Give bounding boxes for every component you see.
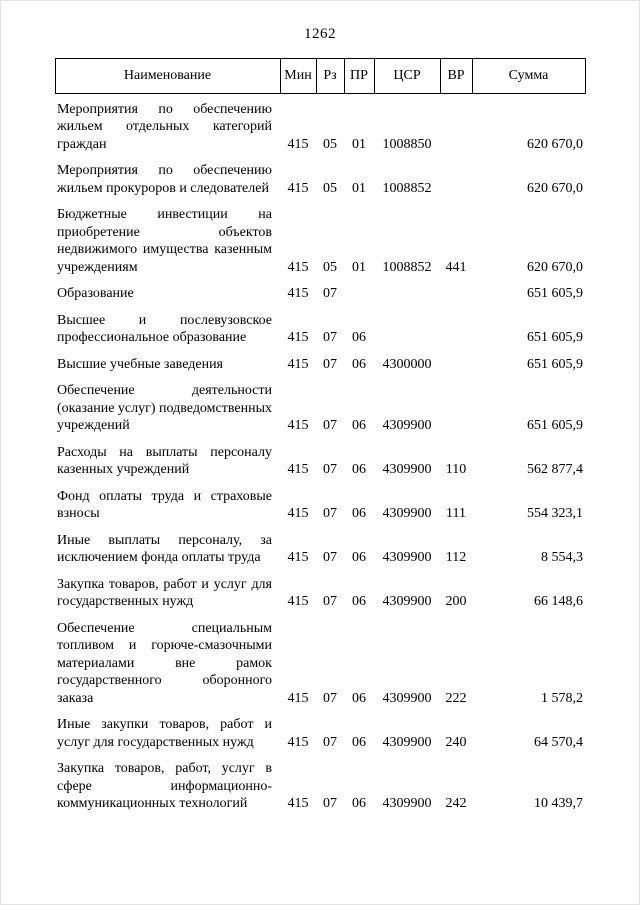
cell-min: 415 (287, 594, 309, 609)
table-row (55, 569, 585, 613)
column-header-sum: Сумма (472, 59, 585, 94)
cell-sum: 651 605,9 (527, 356, 583, 372)
cell-sum: 64 570,4 (534, 734, 583, 750)
table-row (55, 375, 585, 437)
cell-rz: 07 (323, 356, 337, 372)
cell-csr: 1008852 (382, 180, 432, 196)
cell-vr (440, 305, 472, 349)
cell-rz: 05 (323, 259, 337, 275)
table-row (55, 199, 585, 278)
cell-min: 415 (287, 550, 309, 565)
column-header-min: Мин (280, 59, 316, 94)
cell-rz: 07 (323, 286, 337, 301)
column-header-pr: ПР (344, 59, 374, 94)
cell-csr: 4309900 (382, 594, 432, 609)
budget-table (55, 58, 586, 815)
cell-csr: 4309900 (382, 418, 432, 433)
cell-name: Бюджетные инвестиции на приобретение объектов недвижимого имущества казенным учреждениям (57, 207, 272, 275)
cell-name: Обеспечение специальным топливом и горюче-смазочными материалами вне рамок государственного оборонного заказа (57, 620, 272, 706)
table-row (55, 155, 585, 199)
cell-pr (344, 278, 374, 305)
cell-sum: 1 578,2 (541, 690, 583, 706)
cell-pr: 06 (352, 550, 366, 565)
column-header-name: Наименование (55, 59, 280, 94)
cell-min: 415 (287, 734, 309, 750)
table-row (55, 481, 585, 525)
cell-min: 415 (287, 286, 309, 301)
cell-name: Высшее и послевузовское профессиональное образование (57, 312, 272, 345)
cell-vr (440, 278, 472, 305)
cell-pr: 06 (352, 690, 366, 706)
column-header-rz: Рз (316, 59, 344, 94)
cell-vr: 240 (445, 734, 467, 750)
table-row (55, 525, 585, 569)
cell-rz: 05 (323, 136, 337, 152)
cell-pr: 06 (352, 418, 366, 433)
cell-csr: 4309900 (382, 462, 432, 477)
cell-rz: 07 (323, 594, 337, 609)
cell-csr: 4309900 (382, 796, 432, 811)
cell-sum: 10 439,7 (534, 796, 583, 811)
cell-rz: 07 (323, 506, 337, 521)
cell-vr (440, 93, 472, 155)
table-row (55, 349, 585, 376)
cell-name: Обеспечение деятельности (оказание услуг) подведомственных учреждений (57, 383, 272, 433)
cell-vr: 242 (445, 796, 467, 811)
cell-sum: 620 670,0 (527, 259, 583, 275)
cell-name: Мероприятия по обеспечению жильем отдельных категорий граждан (57, 101, 272, 152)
cell-vr (440, 349, 472, 376)
cell-min: 415 (287, 690, 309, 706)
cell-vr: 110 (445, 462, 467, 477)
cell-min: 415 (287, 356, 309, 372)
cell-vr: 441 (445, 259, 467, 275)
cell-csr: 4309900 (382, 550, 432, 565)
cell-vr: 112 (445, 550, 467, 565)
cell-pr: 06 (352, 734, 366, 750)
cell-sum: 620 670,0 (527, 180, 583, 196)
cell-name: Высшие учебные заведения (57, 356, 223, 372)
cell-sum: 651 605,9 (527, 286, 583, 301)
cell-csr (374, 278, 440, 305)
cell-sum: 651 605,9 (527, 330, 583, 345)
table-header-row (55, 59, 585, 94)
cell-min: 415 (287, 180, 309, 196)
cell-pr: 01 (352, 259, 366, 275)
cell-sum: 562 877,4 (527, 462, 583, 477)
cell-name: Закупка товаров, работ и услуг для государственных нужд (57, 576, 272, 609)
cell-rz: 07 (323, 690, 337, 706)
cell-rz: 07 (323, 462, 337, 477)
cell-sum: 620 670,0 (527, 136, 583, 152)
cell-csr: 1008850 (382, 136, 432, 152)
page-number: 1262 (304, 26, 336, 42)
cell-name: Фонд оплаты труда и страховые взносы (57, 488, 272, 521)
cell-csr: 4309900 (382, 690, 432, 706)
cell-vr (440, 155, 472, 199)
cell-pr: 01 (352, 136, 366, 152)
column-header-csr: ЦСР (374, 59, 440, 94)
cell-min: 415 (287, 330, 309, 345)
cell-name: Расходы на выплаты персоналу казенных учреждений (57, 444, 272, 477)
cell-sum: 554 323,1 (527, 506, 583, 521)
cell-min: 415 (287, 796, 309, 811)
cell-name: Иные закупки товаров, работ и услуг для государственных нужд (57, 717, 272, 750)
cell-min: 415 (287, 462, 309, 477)
table-row (55, 93, 585, 155)
cell-min: 415 (287, 506, 309, 521)
cell-pr: 06 (352, 506, 366, 521)
cell-pr: 06 (352, 796, 366, 811)
cell-pr: 06 (352, 356, 366, 372)
cell-sum: 651 605,9 (527, 418, 583, 433)
cell-csr: 1008852 (382, 259, 432, 275)
cell-rz: 07 (323, 418, 337, 433)
cell-csr: 4309900 (382, 506, 432, 521)
cell-name: Образование (57, 286, 134, 301)
cell-sum: 8 554,3 (541, 550, 583, 565)
cell-csr: 4309900 (382, 734, 432, 750)
column-header-vr: ВР (440, 59, 472, 94)
cell-name: Иные выплаты персоналу, за исключением фонда оплаты труда (57, 532, 272, 565)
cell-vr: 222 (445, 690, 467, 706)
cell-name: Закупка товаров, работ, услуг в сфере информационно-коммуникационных технологий (57, 761, 272, 811)
cell-pr: 06 (352, 594, 366, 609)
table-row (55, 305, 585, 349)
cell-rz: 05 (323, 180, 337, 196)
cell-pr: 06 (352, 330, 366, 345)
cell-min: 415 (287, 418, 309, 433)
cell-vr: 111 (446, 506, 466, 521)
table-body (55, 93, 585, 815)
table-row (55, 437, 585, 481)
table-row (55, 278, 585, 305)
cell-rz: 07 (323, 796, 337, 811)
cell-pr: 06 (352, 462, 366, 477)
cell-rz: 07 (323, 734, 337, 750)
cell-min: 415 (287, 259, 309, 275)
table-row (55, 709, 585, 753)
cell-csr (374, 305, 440, 349)
cell-rz: 07 (323, 550, 337, 565)
cell-name: Мероприятия по обеспечению жильем прокуроров и следователей (57, 163, 272, 196)
cell-vr: 200 (445, 594, 467, 609)
cell-pr: 01 (352, 180, 366, 196)
table-row (55, 753, 585, 815)
cell-vr (440, 375, 472, 437)
cell-csr: 4300000 (382, 356, 432, 372)
cell-rz: 07 (323, 330, 337, 345)
table-row (55, 613, 585, 710)
cell-sum: 66 148,6 (534, 594, 583, 609)
cell-min: 415 (287, 136, 309, 152)
